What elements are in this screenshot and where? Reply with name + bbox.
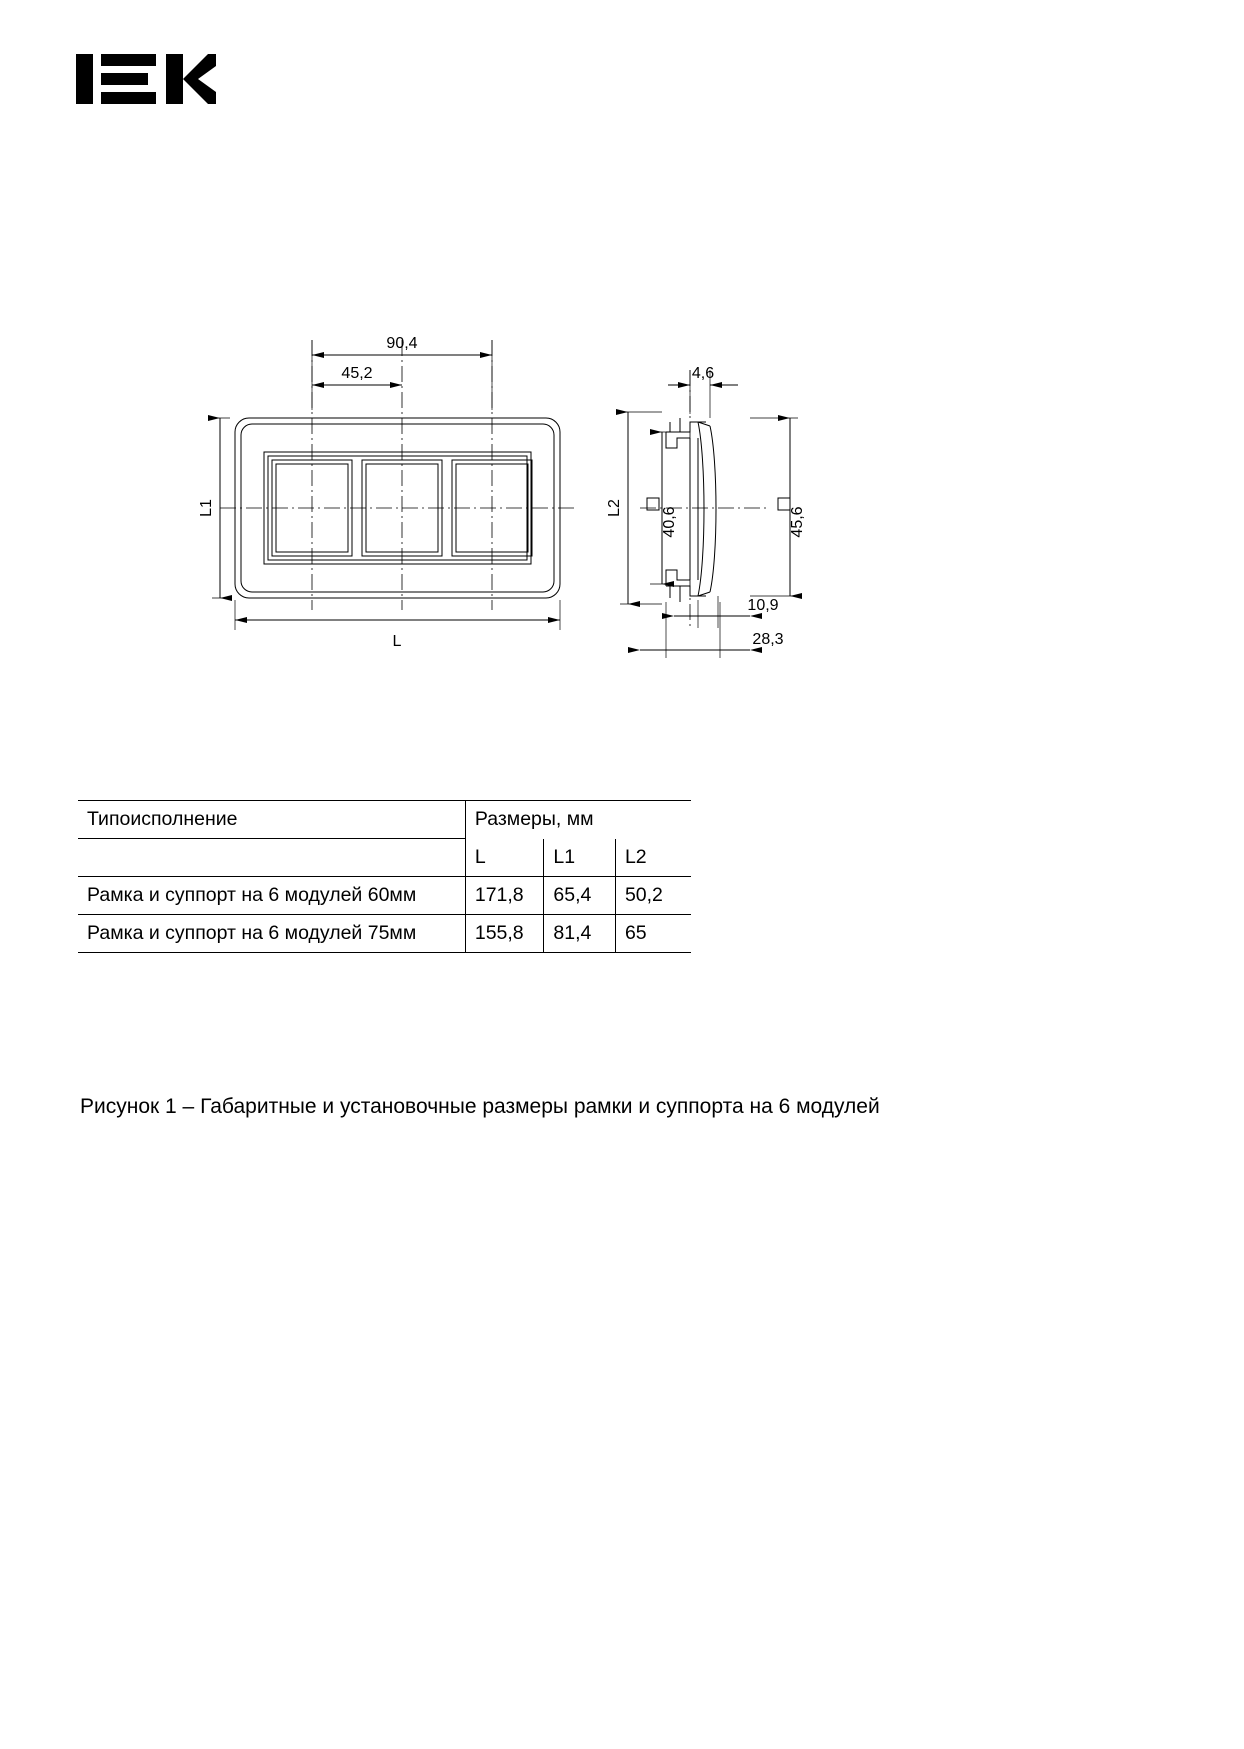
dim-45-2-label: 45,2	[341, 365, 373, 382]
header-typeform: Типоисполнение	[78, 801, 465, 839]
row-1-L2: 65	[615, 915, 691, 953]
dim-4-6-label: 4,6	[691, 365, 715, 382]
technical-drawing	[150, 310, 970, 710]
row-1-name: Рамка и суппорт на 6 модулей 75мм	[78, 915, 465, 953]
dimensions-table	[78, 800, 691, 953]
row-1-L1: 81,4	[544, 915, 616, 953]
dim-L1-label: L1	[198, 499, 215, 517]
dim-28-3-label: 28,3	[752, 631, 784, 648]
row-0-L2: 50,2	[615, 877, 691, 915]
table-subheader-row	[78, 839, 691, 877]
dim-L2-label: L2	[606, 499, 623, 517]
subheader-blank	[78, 839, 465, 877]
row-1-L: 155,8	[465, 915, 544, 953]
header-dimensions: Размеры, мм	[465, 801, 691, 839]
subheader-L1: L1	[544, 839, 616, 877]
dim-40-6-label: 40,6	[661, 506, 678, 538]
row-0-L1: 65,4	[544, 877, 616, 915]
subheader-L: L	[465, 839, 544, 877]
figure-caption: Рисунок 1 – Габаритные и установочные размеры рамки и суппорта на 6 модулей	[80, 1095, 880, 1118]
subheader-L2: L2	[615, 839, 691, 877]
iek-logo	[76, 48, 216, 110]
row-0-L: 171,8	[465, 877, 544, 915]
row-0-name: Рамка и суппорт на 6 модулей 60мм	[78, 877, 465, 915]
dim-10-9-label: 10,9	[747, 597, 779, 614]
dim-L-label: L	[392, 633, 402, 650]
table-row	[78, 915, 691, 953]
table-header-row	[78, 801, 691, 839]
dim-45-6-label: 45,6	[789, 506, 806, 538]
table-row	[78, 877, 691, 915]
dim-90-4-label: 90,4	[386, 335, 418, 352]
